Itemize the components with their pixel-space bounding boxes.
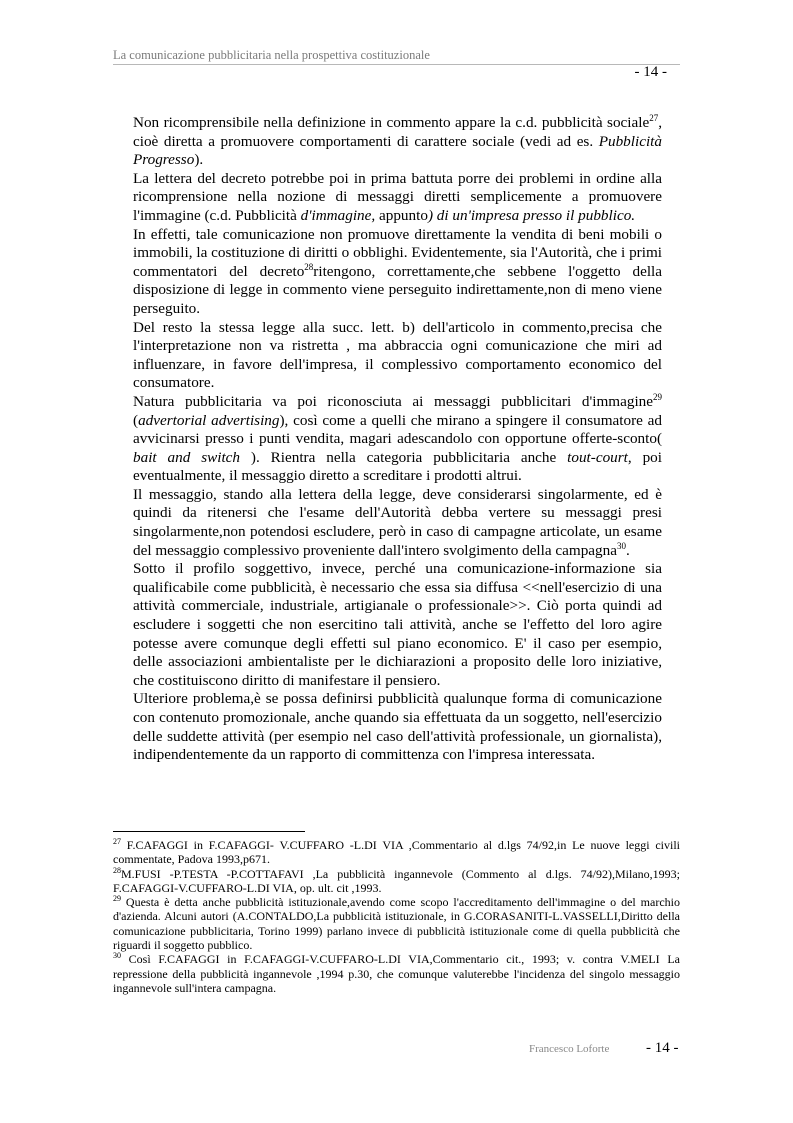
- page-number-bottom: - 14 -: [646, 1040, 679, 1056]
- paragraph-7: Sotto il profilo soggettivo, invece, perché una comunicazione-informazione sia qualificabile come pubblicità, è necessario che essa sia diffusa <<nell'esercizio di una attività commerciale, industriale, artigianale o professionale>>. Ciò porta quindi ad escludere i soggetti che non esercitino tali attività, anche se l'effetto del loro agire potesse avere comunque degli effetti sul piano economico. E' il caso per esempio, delle associazioni ambientaliste per le dichiarazioni a proposito delle loro iniziative, che costituiscono diritto di manifestare il pensiero.: [133, 560, 662, 689]
- footnote-ref-28[interactable]: 28: [304, 261, 314, 272]
- header-rule: [113, 64, 680, 65]
- footnote-27: $^{27}$ F.CAFAGGI in F.CAFAGGI- V.CUFFARO -L.DI VIA ,Commentario al d.lgs 74/92,in Le nuove leggi civili commentate, Padova 1993,p671.: [113, 837, 680, 867]
- paragraph-5: Natura pubblicitaria va poi riconosciuta ai messaggi pubblicitari d'immagine$^{29}$ (advertorial advertising), così come a quelli che mirano a spingere il consumatore ad avvicinarsi presso i punti vendita, magari adescandolo con opportune offerte-sconto( bait and switch ). Rientra nella categoria pubblicitaria anche tout-court, poi eventualmente, il messaggio diretto a screditare i prodotti altrui.: [133, 391, 662, 485]
- running-header: La comunicazione pubblicitaria nella prospettiva costituzionale: [113, 48, 430, 62]
- paragraph-2: La lettera del decreto potrebbe poi in prima battuta porre dei problemi in ordine alla ricomprensione nella nozione di messaggi diretti semplicemente a promuovere l'immagine (c.d. Pubblicità d'immagine, appunto) di un'impresa presso il pubblico.: [133, 169, 662, 224]
- footnote-ref-27[interactable]: 27: [649, 112, 659, 123]
- paragraph-4: Del resto la stessa legge alla succ. lett. b) dell'articolo in commento,precisa che l'interpretazione non va ristretta , ma abbraccia ogni comunicazione che miri ad influenzare, in favore dell'impresa, il complessivo comportamento economico del consumatore.: [133, 318, 662, 392]
- footnote-28: $^{28}$M.FUSI -P.TESTA -P.COTTAFAVI ,La pubblicità ingannevole (Commento al d.lgs. 74/92),Milano,1993; F.CAFAGGI-V.CUFFARO-L.DI VIA, op. ult. cit ,1993.: [113, 865, 680, 895]
- paragraph-1: Non ricomprensibile nella definizione in commento appare la c.d. pubblicità sociale$^{27}$, cioè diretta a promuovere comportamenti di carattere sociale (vedi ad es. Pubblicità Progresso).: [133, 112, 662, 169]
- footnotes: [113, 838, 680, 995]
- footnote-29: $^{29}$ Questa è detta anche pubblicità istituzionale,avendo come scopo l'accreditamento dell'immagine o del marchio d'azienda. Alcuni autori (A.CONTALDO,La pubblicità istituzionale, in G.CORASANITI-L.VASSELLI,Diritto della comunicazione pubblicitaria, Torino 1999) parlano invece di pubblicità istituzionale come di quella pubblicità che riguardi il soggetto pubblico.: [113, 894, 680, 953]
- paragraph-3: In effetti, tale comunicazione non promuove direttamente la vendita di beni mobili o immobili, la costituzione di diritti o obblighi. Evidentemente, sia l'Autorità, che i primi commentatori del decreto$^{28}$ritengono, correttamente,che sebbene l'oggetto della disposizione di legge in commento viene perseguito indirettamente,non di meno viene perseguito.: [133, 225, 662, 317]
- main-text: [133, 114, 662, 765]
- footnote-30: $^{30}$ Così F.CAFAGGI in F.CAFAGGI-V.CUFFARO-L.DI VIA,Commentario cit., 1993; v. contra V.MELI La repressione della pubblicità ingannevole ,1994 p.30, che comunque valuterebbe l'incidenza del singolo messaggio ingannevole sull'intera campagna.: [113, 951, 680, 995]
- paragraph-8: Ulteriore problema,è se possa definirsi pubblicità qualunque forma di comunicazione con contenuto promozionale, anche quando sia effettuata da un soggetto, nell'esercizio delle suddette attività (per esempio nel caso dell'attività professionale, un giornalista), indipendentemente da un rapporto di committenza con l'impresa interessata.: [133, 690, 662, 764]
- page-number-top: - 14 -: [634, 64, 667, 80]
- paragraph-6: Il messaggio, stando alla lettera della legge, deve considerarsi singolarmente, ed è quindi da ritenersi che l'esame dell'Autorità debba vertere su messaggi presi singolarmente,non potendosi escludere, però in caso di campagne articolate, un esame del messaggio complessivo proveniente dall'intero svolgimento della campagna$^{30}$.: [133, 485, 662, 559]
- footer-author: Francesco Loforte: [529, 1043, 610, 1055]
- footnote-ref-29[interactable]: 29: [653, 391, 662, 402]
- footnote-ref-30[interactable]: 30: [616, 540, 626, 551]
- footnote-separator: [113, 831, 305, 832]
